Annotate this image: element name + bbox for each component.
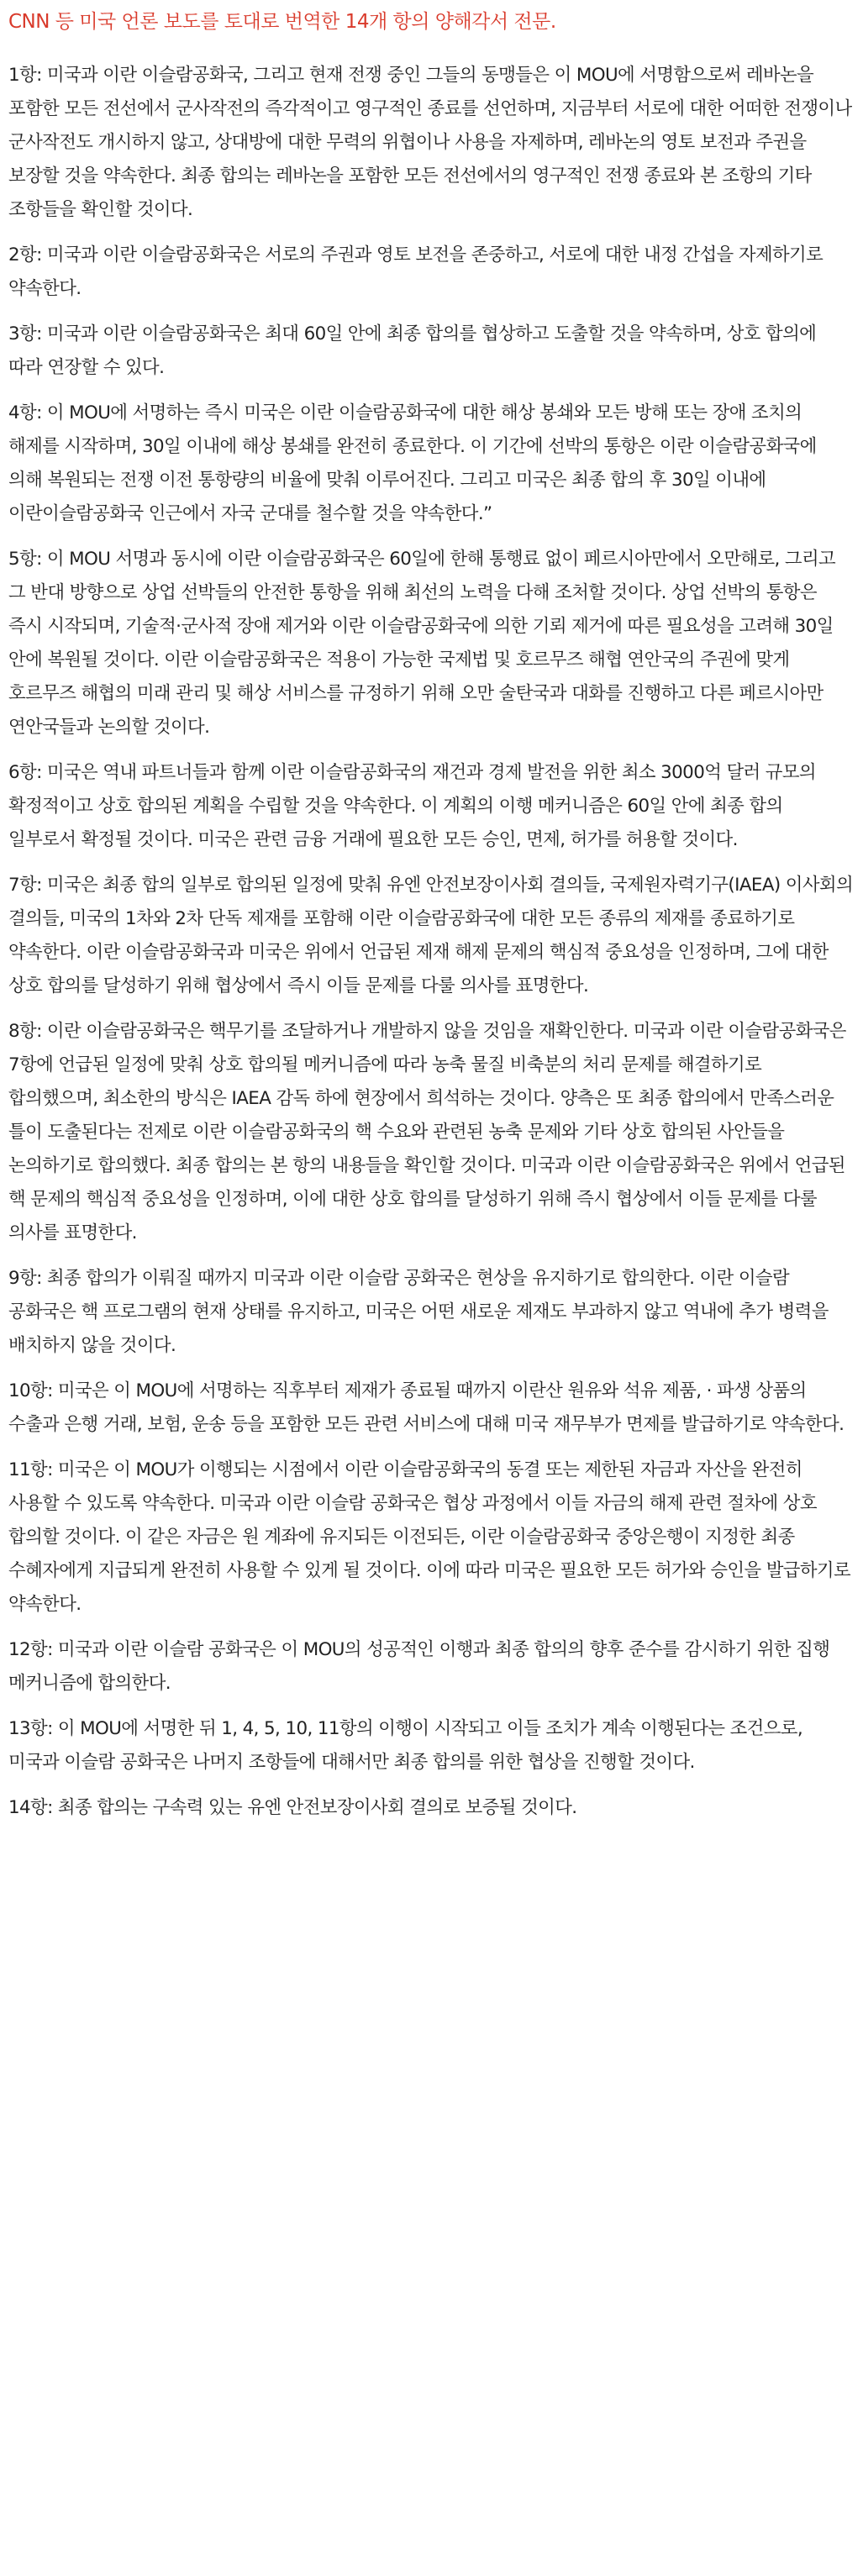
article-paragraph: 6항: 미국은 역내 파트너들과 함께 이란 이슬람공화국의 재건과 경제 발전을 위한 최소 3000억 달러 규모의 확정적이고 상호 합의된 계획을 수립할 것을 약속한다. 이 계획의 이행 메커니즘은 60일 안에 최종 합의 일부로서 확정될 것이다. 미국은 관련 금융 거래에 필요한 모든 승인, 면제, 허가를 허용할 것이다. [8,762,816,850]
article-paragraph: 1항: 미국과 이란 이슬람공화국, 그리고 현재 전쟁 중인 그들의 동맹들은 이 MOU에 서명함으로써 레바논을 포함한 모든 전선에서 군사작전의 즉각적이고 영구적인 종료를 선언하며, 지금부터 서로에 대한 어떠한 전쟁이나 군사작전도 개시하지 않고, 상대방에 대한 무력의 위협이나 사용을 자제하며, 레바논의 영토 보전과 주권을 보장할 것을 약속한다. 최종 합의는 레바논을 포함한 모든 전선에서의 영구적인 전쟁 종료와 본 조항의 기타 조항들을 확인할 것이다. [8,65,852,220]
article-body [8,59,855,1825]
article-paragraph: 9항: 최종 합의가 이뤄질 때까지 미국과 이란 이슬람 공화국은 현상을 유지하기로 합의한다. 이란 이슬람 공화국은 핵 프로그램의 현재 상태를 유지하고, 미국은 어떤 새로운 제재도 부과하지 않고 역내에 추가 병력을 배치하지 않을 것이다. [8,1268,829,1356]
spacer [8,39,855,59]
article-paragraph: 13항: 이 MOU에 서명한 뒤 1, 4, 5, 10, 11항의 이행이 시작되고 이들 조치가 계속 이행된다는 조건으로, 미국과 이슬람 공화국은 나머지 조항들에 대해서만 최종 합의를 위한 협상을 진행할 것이다. [8,1718,803,1773]
headline: CNN 등 미국 언론 보도를 토대로 번역한 14개 항의 양해각서 전문. [8,11,556,33]
article-paragraph: 14항: 최종 합의는 구속력 있는 유엔 안전보장이사회 결의로 보증될 것이다. [8,1797,577,1818]
article-paragraph: 10항: 미국은 이 MOU에 서명하는 직후부터 제재가 종료될 때까지 이란산 원유와 석유 제품, · 파생 상품의 수출과 은행 거래, 보험, 운송 등을 포함한 모든 관련 서비스에 대해 미국 재무부가 면제를 발급하기로 약속한다. [8,1380,845,1435]
article-paragraph: 8항: 이란 이슬람공화국은 핵무기를 조달하거나 개발하지 않을 것임을 재확인한다. 미국과 이란 이슬람공화국은 7항에 언급된 일정에 맞춰 상호 합의될 메커니즘에 따라 농축 물질 비축분의 처리 문제를 해결하기로 합의했으며, 최소한의 방식은 IAEA 감독 하에 현장에서 희석하는 것이다. 양측은 또 최종 합의에서 만족스러운 틀이 도출된다는 전제로 이란 이슬람공화국의 핵 수요와 관련된 농축 문제와 기타 상호 합의된 사안들을 논의하기로 합의했다. 최종 합의는 본 항의 내용들을 확인할 것이다. 미국과 이란 이슬람공화국은 위에서 언급된 핵 문제의 핵심적 중요성을 인정하며, 이에 대한 상호 합의를 달성하기 위해 즉시 협상에서 이들 문제를 다룰 의사를 표명한다. [8,1021,846,1243]
article-paragraph: 2항: 미국과 이란 이슬람공화국은 서로의 주권과 영토 보전을 존중하고, 서로에 대한 내정 간섭을 자제하기로 약속한다. [8,244,824,299]
article-paragraph: 5항: 이 MOU 서명과 동시에 이란 이슬람공화국은 60일에 한해 통행료 없이 페르시아만에서 오만해로, 그리고 그 반대 방향으로 상업 선박들의 안전한 통항을 위해 최선의 노력을 다해 조처할 것이다. 상업 선박의 통항은 즉시 시작되며, 기술적·군사적 장애 제거와 이란 이슬람공화국에 의한 기뢰 제거에 따른 필요성을 고려해 30일 안에 복원될 것이다. 이란 이슬람공화국은 적용이 가능한 국제법 및 호르무즈 해협 연안국의 주권에 맞게 호르무즈 해협의 미래 관리 및 해상 서비스를 규정하기 위해 오만 술탄국과 대화를 진행하고 다른 페르시아만 연안국들과 논의할 것이다. [8,549,836,738]
article-paragraph: 11항: 미국은 이 MOU가 이행되는 시점에서 이란 이슬람공화국의 동결 또는 제한된 자금과 자산을 완전히 사용할 수 있도록 약속한다. 미국과 이란 이슬람 공화국은 협상 과정에서 이들 자금의 해제 관련 절차에 상호 합의할 것이다. 이 같은 자금은 원 계좌에 유지되든 이전되든, 이란 이슬람공화국 중앙은행이 지정한 최종 수혜자에게 지급되게 완전히 사용할 수 있게 될 것이다. 이에 따라 미국은 필요한 모든 허가와 승인을 발급하기로 약속한다. [8,1459,851,1615]
article-paragraph: 7항: 미국은 최종 합의 일부로 합의된 일정에 맞춰 유엔 안전보장이사회 결의들, 국제원자력기구(IAEA) 이사회의 결의들, 미국의 1차와 2차 단독 제재를 포함해 이란 이슬람공화국에 대한 모든 종류의 제재를 종료하기로 약속한다. 이란 이슬람공화국과 미국은 위에서 언급된 제재 해제 문제의 핵심적 중요성을 인정하며, 그에 대한 상호 합의를 달성하기 위해 협상에서 즉시 이들 문제를 다룰 의사를 표명한다. [8,875,854,996]
article-paragraph: 12항: 미국과 이란 이슬람 공화국은 이 MOU의 성공적인 이행과 최종 합의의 향후 준수를 감시하기 위한 집행 메커니즘에 합의한다. [8,1639,830,1694]
article-paragraph: 3항: 미국과 이란 이슬람공화국은 최대 60일 안에 최종 합의를 협상하고 도출할 것을 약속하며, 상호 합의에 따라 연장할 수 있다. [8,323,817,378]
article-paragraph: 4항: 이 MOU에 서명하는 즉시 미국은 이란 이슬람공화국에 대한 해상 봉쇄와 모든 방해 또는 장애 조치의 해제를 시작하며, 30일 이내에 해상 봉쇄를 완전히 종료한다. 이 기간에 선박의 통항은 이란 이슬람공화국에 의해 복원되는 전쟁 이전 통항량의 비율에 맞춰 이루어진다. 그리고 미국은 최종 합의 후 30일 이내에 이란이슬람공화국 인근에서 자국 군대를 철수할 것을 약속한다.” [8,402,817,524]
